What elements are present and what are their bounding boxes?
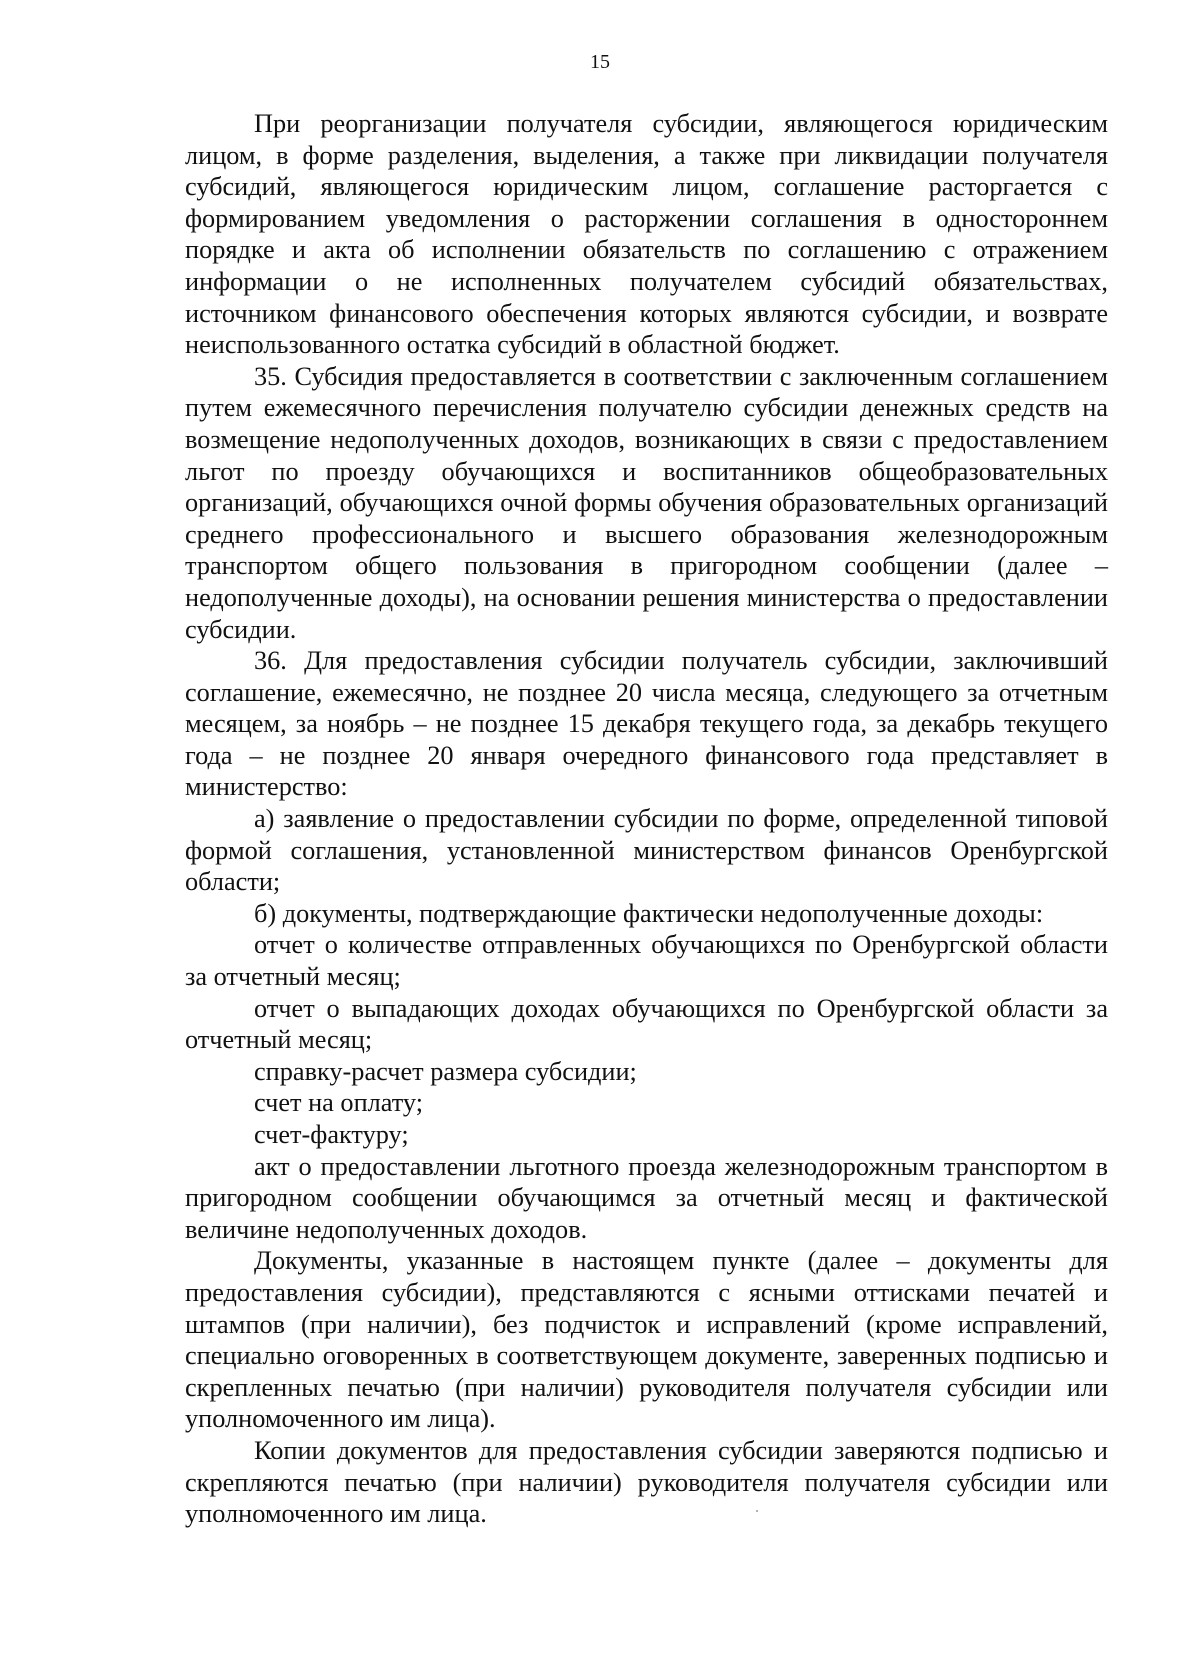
scan-speck	[756, 1510, 758, 1512]
paragraph-item-36-b: б) документы, подтверждающие фактически недополученные доходы:	[254, 898, 1044, 928]
paragraph-item-35: 35. Субсидия предоставляется в соответствии с заключенным соглашением путем ежемесячного перечисления получателю субсидии денежных средств на возмещение недополученных доходов, возникающих в связи с предоставлением льгот по проезду обучающихся и воспитанников общеобразовательных организаций, обучающихся очной формы обучения образовательных организаций среднего профессионального и высшего образования железнодорожным транспортом общего пользования в пригородном сообщении (далее – недополученные доходы), на основании решения министерства о предоставлении субсидии.	[185, 361, 1108, 644]
paragraph-item-36-a: а) заявление о предоставлении субсидии по форме, определенной типовой формой соглашения, установленной министерством финансов Оренбургской области;	[185, 804, 1108, 897]
list-item-act-of-provision: акт о предоставлении льготного проезда железнодорожным транспортом в пригородном сообщении обучающимся за отчетный месяц и фактической величине недополученных доходов.	[185, 1151, 1108, 1244]
list-item-report-sent-students: отчет о количестве отправленных обучающихся по Оренбургской области за отчетный месяц;	[185, 930, 1108, 992]
list-item-tax-invoice: счет-фактуру;	[254, 1120, 409, 1149]
document-body	[185, 108, 1108, 1530]
paragraph-item-36: 36. Для предоставления субсидии получатель субсидии, заключивший соглашение, ежемесячно, не позднее 20 числа месяца, следующего за отчетным месяцем, за ноябрь – не позднее 15 декабря текущего года, за декабрь текущего года – не позднее 20 января очередного финансового года представляет в министерство:	[185, 646, 1108, 802]
list-item-calculation-certificate: справку-расчет размера субсидии;	[254, 1056, 637, 1086]
paragraph-reorganization: При реорганизации получателя субсидии, являющегося юридическим лицом, в форме разделения, выделения, а также при ликвидации получателя субсидий, являющегося юридическим лицом, соглашение расторгается с формированием уведомления о расторжении соглашения в одностороннем порядке и акта об исполнении обязательств по соглашению с отражением информации о не исполненных получателем субсидий обязательствах, источником финансового обеспечения которых являются субсидии, и возврате неиспользованного остатка субсидий в областной бюджет.	[185, 109, 1108, 360]
list-item-report-lost-income: отчет о выпадающих доходах обучающихся по Оренбургской области за отчетный месяц;	[185, 993, 1108, 1055]
page-number: 15	[590, 51, 610, 73]
list-item-invoice-for-payment: счет на оплату;	[254, 1088, 424, 1118]
paragraph-copies-certification: Копии документов для предоставления субсидии заверяются подписью и скрепляются печатью (при наличии) руководителя получателя субсидии или уполномоченного им лица.	[185, 1435, 1108, 1529]
paragraph-document-requirements: Документы, указанные в настоящем пункте (далее – документы для предоставления субсидии), представляются с ясными оттисками печатей и штампов (при наличии), без подчисток и исправлений (кроме исправлений, специально оговоренных в соответствующем документе, заверенных подписью и скрепленных печатью (при наличии) руководителя получателя субсидии или уполномоченного им лица).	[185, 1246, 1108, 1434]
